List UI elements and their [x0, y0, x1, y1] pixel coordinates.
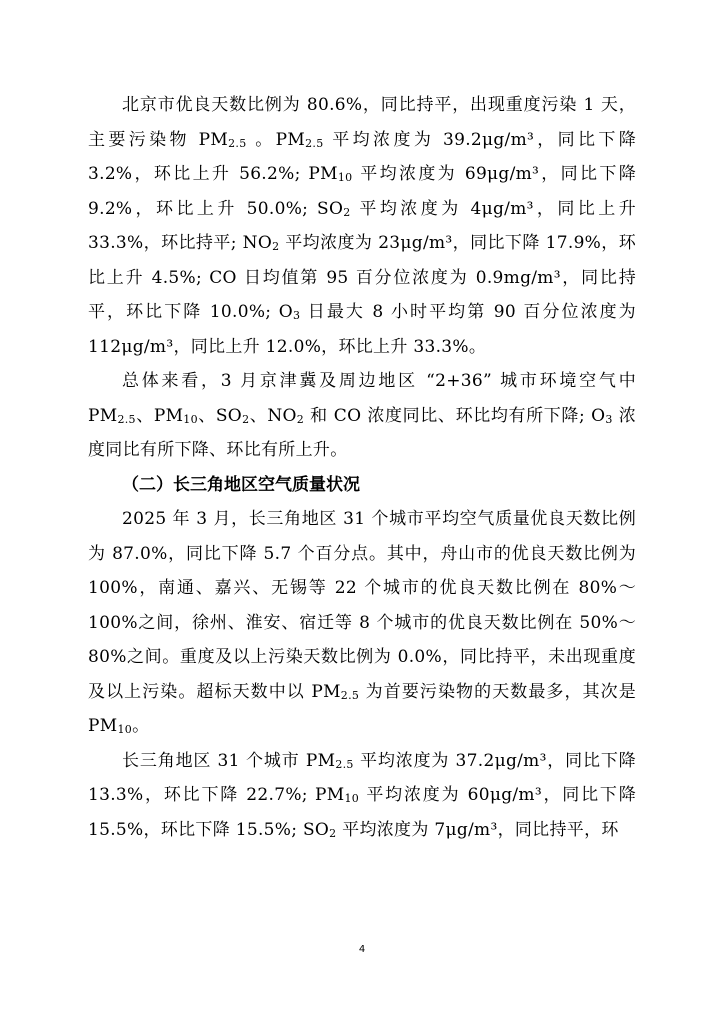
text-run: 平均浓度为 7μg/m³，同比持平，环	[336, 819, 619, 840]
section-heading: （二）长三角地区空气质量状况	[122, 474, 360, 495]
text-run: 平均浓度为 37.2μg/m³，同比下降 13.3%，环比下降 22.7%; PM	[88, 750, 636, 805]
text-run: 。	[132, 716, 150, 736]
text-run: 平均浓度为 60μg/m³，同比下降 15.5%，环比下降 15.5%; SO	[88, 785, 637, 840]
text-run: 平均浓度为 23μg/m³，同比下降 17.9%，环比上升 4.5%; CO 日均值第 95 百分位浓度为 0.9mg/m³，同比持平，环比下降 10.0%; O	[88, 233, 636, 322]
subscript: 2	[343, 205, 351, 219]
paragraph-overall-summary	[88, 364, 636, 468]
text-run: 平均浓度为 69μg/m³，同比下降 9.2%，环比上升 50.0%; SO	[88, 164, 636, 219]
text-run: 。PM	[246, 129, 306, 150]
text-run: 、PM	[135, 405, 184, 426]
paragraph-yangtze-concentrations	[88, 744, 636, 848]
subscript: 10	[337, 171, 353, 184]
text-run: 总体来看，3 月京津冀及周边地区 “2+36” 城市环境空气中 PM	[88, 371, 636, 426]
text-run: 浓度同比有所下降、环比有所上升。	[88, 405, 636, 460]
text-run: 日最大 8 小时平均第 90 百分位浓度为 112μg/m³，同比上升 12.0%，环比上升 33.3%。	[88, 302, 636, 357]
text-run: 为首要污染物的天数最多，其次是 PM	[88, 681, 636, 736]
subscript: 2.5	[305, 136, 324, 150]
subscript: 2.5	[340, 688, 360, 702]
text-run: 、NO	[249, 405, 297, 426]
subscript: 2.5	[228, 136, 247, 150]
text-run: 平均浓度为 4μg/m³，同比上升 33.3%，环比持平; NO	[88, 198, 636, 253]
subscript: 10	[344, 792, 360, 805]
text-run: 长三角地区 31 个城市 PM	[122, 750, 336, 771]
subscript: 10	[183, 412, 198, 426]
paragraph-yangtze-good-days	[88, 502, 636, 744]
subscript: 2	[329, 826, 337, 840]
subscript: 2	[242, 412, 250, 426]
text-run: 北京市优良天数比例为 80.6%，同比持平，出现重度污染 1 天，主要污染物 PM	[88, 95, 636, 150]
subscript: 3	[605, 412, 613, 426]
subscript: 2	[272, 240, 280, 253]
subscript: 10	[117, 723, 133, 736]
text-run: 2025 年 3 月，长三角地区 31 个城市平均空气质量优良天数比例为 87.0%，同比下降 5.7 个百分点。其中，舟山市的优良天数比例为 100%，南通、嘉兴、无锡等 22 个城市的优良天数比例在 80%～100%之间，徐州、淮安、宿迁等 8 个城市的优良天数比例在 50%～80%之间。重度及以上污染天数比例为 0.0%，同比持平，未出现重度及以上污染。超标天数中以 PM	[88, 509, 636, 702]
paragraph-beijing-air-quality	[88, 88, 636, 364]
subscript: 3	[293, 309, 301, 322]
subscript: 2.5	[117, 412, 136, 426]
text-run: 平均浓度为 39.2μg/m³，同比下降 3.2%，环比上升 56.2%; PM	[88, 129, 636, 184]
text-run: 、SO	[197, 405, 243, 426]
subscript: 2.5	[335, 757, 354, 771]
subscript: 2	[296, 412, 305, 426]
page-number: 4	[358, 944, 366, 955]
text-run: 和 CO 浓度同比、环比均有所下降; O	[304, 405, 606, 426]
document-body	[88, 88, 636, 847]
